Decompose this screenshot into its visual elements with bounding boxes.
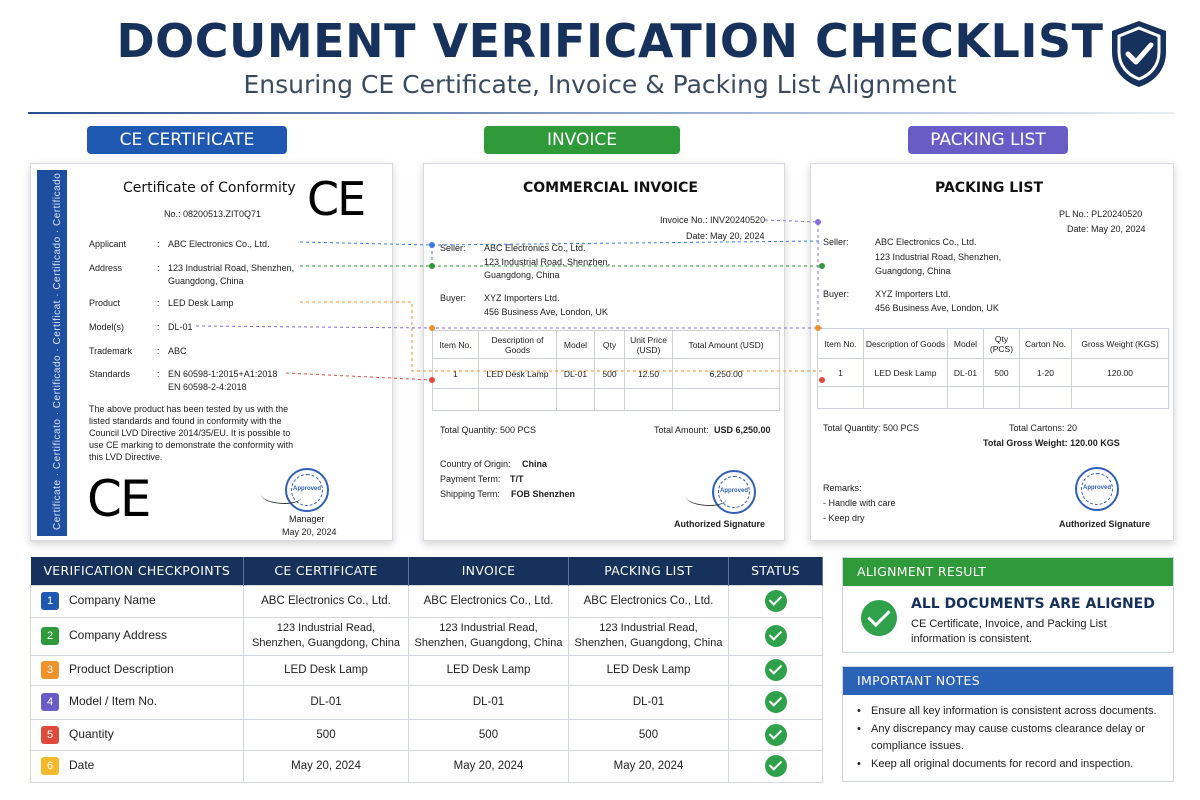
table-row bbox=[31, 685, 823, 719]
list-item: • Ensure all key information is consistent across documents. bbox=[857, 703, 1167, 720]
status-cell bbox=[729, 685, 823, 719]
table-header: STATUS bbox=[729, 557, 823, 585]
table-header: CE CERTIFICATE bbox=[244, 557, 409, 585]
table-header: Total Amount (USD) bbox=[673, 331, 780, 359]
step-number: 3 bbox=[41, 661, 59, 679]
payment-value: T/T bbox=[510, 474, 524, 484]
table-cell: DL-01 bbox=[557, 359, 595, 389]
standard-2: EN 60598-2-4:2018 bbox=[168, 382, 247, 392]
table-cell: DL-01 bbox=[948, 359, 984, 387]
payment-label: Payment Term: bbox=[440, 474, 501, 484]
invoice-number: Invoice No.: INV20240520 bbox=[660, 215, 766, 225]
packing-value: LED Desk Lamp bbox=[569, 655, 729, 685]
approval-stamp: Approved bbox=[285, 468, 329, 512]
invoice-value: DL-01 bbox=[409, 685, 569, 719]
page-title: DOCUMENT VERIFICATION CHECKLIST bbox=[116, 14, 1104, 68]
seller-address-2: Guangdong, China bbox=[875, 266, 951, 276]
pl-total-cartons: Total Cartons: 20 bbox=[1009, 423, 1078, 433]
ce-value: May 20, 2024 bbox=[244, 750, 409, 782]
table-header: Item No. bbox=[433, 331, 479, 359]
list-item: • Keep all original documents for record and inspection. bbox=[857, 756, 1167, 773]
origin-label: Country of Origin: bbox=[440, 459, 511, 469]
checkpoint-cell bbox=[31, 585, 244, 617]
table-cell-empty bbox=[433, 389, 479, 411]
pl-total-weight: Total Gross Weight: 120.00 KGS bbox=[983, 438, 1120, 448]
table-header: Qty bbox=[595, 331, 625, 359]
approval-stamp: Approved bbox=[1075, 467, 1119, 511]
ce-mark-bottom: CE bbox=[87, 470, 150, 528]
tag-ce-certificate: CE CERTIFICATE bbox=[87, 126, 287, 154]
remarks-label: Remarks: bbox=[823, 483, 862, 493]
alignment-result-title: ALL DOCUMENTS ARE ALIGNED bbox=[911, 596, 1155, 612]
total-amount-label: Total Amount: bbox=[654, 425, 709, 435]
ce-certificate-document bbox=[30, 163, 393, 541]
address-line-1: 123 Industrial Road, Shenzhen, bbox=[168, 263, 295, 273]
colon: : bbox=[157, 239, 160, 249]
packing-goods-table bbox=[817, 328, 1169, 409]
tag-packing-list: PACKING LIST bbox=[908, 126, 1068, 154]
invoice-document bbox=[423, 163, 785, 541]
table-cell-empty bbox=[595, 389, 625, 411]
table-header: Gross Weight (KGS) bbox=[1072, 329, 1169, 359]
status-cell bbox=[729, 585, 823, 617]
signer-title: Manager bbox=[289, 514, 325, 524]
applicant-value: ABC Electronics Co., Ltd. bbox=[168, 239, 270, 249]
colon: : bbox=[157, 298, 160, 308]
check-circle-icon bbox=[861, 600, 897, 636]
table-row bbox=[31, 750, 823, 782]
ce-value: DL-01 bbox=[244, 685, 409, 719]
address-label: Address bbox=[89, 263, 123, 273]
table-cell: 12.50 bbox=[625, 359, 673, 389]
table-row bbox=[31, 585, 823, 617]
shield-check-icon bbox=[1108, 18, 1170, 90]
table-cell-empty bbox=[1072, 387, 1169, 409]
authorized-signature: Authorized Signature bbox=[1059, 519, 1151, 529]
packing-value: ABC Electronics Co., Ltd. bbox=[569, 585, 729, 617]
trademark-value: ABC bbox=[168, 346, 187, 356]
step-number: 2 bbox=[41, 627, 59, 645]
ce-value bbox=[244, 617, 409, 655]
table-header: Description of Goods bbox=[479, 331, 557, 359]
invoice-value: 500 bbox=[409, 719, 569, 750]
buyer-name: XYZ Importers Ltd. bbox=[875, 289, 951, 299]
table-row bbox=[31, 655, 823, 685]
alignment-result-panel bbox=[842, 557, 1174, 653]
checkpoint-cell bbox=[31, 719, 244, 750]
packing-list-document bbox=[810, 163, 1174, 541]
trademark-label: Trademark bbox=[89, 346, 133, 356]
verification-table bbox=[30, 557, 823, 783]
certificate-band-text: Certificate · Certificato · Certificado · Certificat · Certificado · Certificado bbox=[52, 172, 63, 530]
checkpoint-label: Quantity bbox=[69, 726, 114, 741]
remark-handle-with-care: - Handle with care bbox=[823, 498, 896, 508]
checkpoint-label: Company Address bbox=[69, 628, 168, 643]
product-value: LED Desk Lamp bbox=[168, 298, 234, 308]
checkpoint-label: Date bbox=[69, 758, 95, 773]
total-amount-value: USD 6,250.00 bbox=[714, 425, 771, 435]
certificate-side-band bbox=[37, 170, 67, 536]
table-cell-empty bbox=[479, 389, 557, 411]
table-cell: 1 bbox=[433, 359, 479, 389]
invoice-value bbox=[409, 617, 569, 655]
signature-stroke bbox=[686, 490, 726, 506]
authorized-signature: Authorized Signature bbox=[674, 519, 766, 529]
ce-doc-title: Certificate of Conformity bbox=[123, 180, 296, 196]
invoice-date: Date: May 20, 2024 bbox=[686, 231, 765, 241]
pl-number: PL No.: PL20240520 bbox=[1059, 209, 1143, 219]
standards-label: Standards bbox=[89, 369, 131, 379]
address-line: Shenzhen, Guangdong, China bbox=[414, 637, 563, 649]
checkpoint-cell bbox=[31, 655, 244, 685]
ce-value: 500 bbox=[244, 719, 409, 750]
signature-stroke bbox=[261, 488, 301, 504]
status-cell bbox=[729, 655, 823, 685]
check-icon bbox=[765, 755, 787, 777]
remark-keep-dry: - Keep dry bbox=[823, 513, 865, 523]
ce-value: ABC Electronics Co., Ltd. bbox=[244, 585, 409, 617]
certificate-date: May 20, 2024 bbox=[282, 527, 337, 537]
address-line: Shenzhen, Guangdong, China bbox=[574, 637, 723, 649]
step-number: 6 bbox=[41, 757, 59, 775]
model-label: Model(s) bbox=[89, 322, 125, 332]
ce-value: LED Desk Lamp bbox=[244, 655, 409, 685]
alignment-result-text: CE Certificate, Invoice, and Packing List information is consistent. bbox=[911, 618, 1107, 645]
checkpoint-label: Product Description bbox=[69, 662, 174, 677]
tag-invoice: INVOICE bbox=[484, 126, 680, 154]
checkpoint-cell bbox=[31, 750, 244, 782]
applicant-label: Applicant bbox=[89, 239, 127, 249]
page-subtitle: Ensuring CE Certificate, Invoice & Packing List Alignment bbox=[243, 70, 957, 99]
table-cell-empty bbox=[864, 387, 948, 409]
seller-label: Seller: bbox=[823, 237, 849, 247]
checkpoint-label: Company Name bbox=[69, 593, 156, 608]
packing-doc-title: PACKING LIST bbox=[935, 180, 1043, 196]
table-header: Model bbox=[557, 331, 595, 359]
step-number: 4 bbox=[41, 693, 59, 711]
step-number: 5 bbox=[41, 726, 59, 744]
seller-name: ABC Electronics Co., Ltd. bbox=[484, 243, 586, 253]
table-header: Item No. bbox=[818, 329, 864, 359]
check-icon bbox=[765, 659, 787, 681]
seller-label: Seller: bbox=[440, 243, 466, 253]
table-cell-empty bbox=[984, 387, 1020, 409]
colon: : bbox=[157, 369, 160, 379]
table-cell: 120.00 bbox=[1072, 359, 1169, 387]
standard-1: EN 60598-1:2015+A1:2018 bbox=[168, 369, 278, 379]
checkpoint-cell bbox=[31, 617, 244, 655]
step-number: 1 bbox=[41, 592, 59, 610]
address-line: 123 Industrial Read, bbox=[439, 622, 538, 634]
shipping-value: FOB Shenzhen bbox=[511, 489, 576, 499]
model-value: DL-01 bbox=[168, 322, 193, 332]
address-line: Shenzhen, Guangdong, China bbox=[251, 637, 400, 649]
table-cell: 1-20 bbox=[1020, 359, 1072, 387]
table-header: PACKING LIST bbox=[569, 557, 729, 585]
packing-value: 500 bbox=[569, 719, 729, 750]
status-cell bbox=[729, 719, 823, 750]
table-cell: LED Desk Lamp bbox=[479, 359, 557, 389]
table-row bbox=[31, 719, 823, 750]
approval-stamp: Approved bbox=[712, 470, 756, 514]
table-header: INVOICE bbox=[409, 557, 569, 585]
seller-address-1: 123 Industrial Road, Shenzhen, bbox=[484, 257, 611, 267]
colon: : bbox=[157, 322, 160, 332]
address-line: 123 Industrial Read, bbox=[276, 622, 376, 634]
check-icon bbox=[765, 724, 787, 746]
buyer-label: Buyer: bbox=[823, 289, 850, 299]
packing-value: DL-01 bbox=[569, 685, 729, 719]
packing-value bbox=[569, 617, 729, 655]
status-cell bbox=[729, 750, 823, 782]
important-notes-header: IMPORTANT NOTES bbox=[843, 667, 1173, 695]
table-cell-empty bbox=[818, 387, 864, 409]
packing-value: May 20, 2024 bbox=[569, 750, 729, 782]
pl-total-quantity: Total Quantity: 500 PCS bbox=[823, 423, 920, 433]
product-label: Product bbox=[89, 298, 121, 308]
buyer-address: 456 Business Ave, London, UK bbox=[875, 303, 999, 313]
check-icon bbox=[765, 590, 787, 612]
colon: : bbox=[157, 346, 160, 356]
status-cell bbox=[729, 617, 823, 655]
table-header: Qty (PCS) bbox=[984, 329, 1020, 359]
seller-name: ABC Electronics Co., Ltd. bbox=[875, 237, 977, 247]
header-divider bbox=[28, 112, 1174, 114]
check-icon bbox=[765, 691, 787, 713]
invoice-total-quantity: Total Quantity: 500 PCS bbox=[440, 425, 537, 435]
table-header: Unit Price (USD) bbox=[625, 331, 673, 359]
table-cell-empty bbox=[557, 389, 595, 411]
notes-list bbox=[857, 703, 1167, 774]
ce-cert-number: No.: 08200513.ZIT0Q71 bbox=[164, 209, 262, 219]
table-header: Carton No. bbox=[1020, 329, 1072, 359]
alignment-result-header: ALIGNMENT RESULT bbox=[843, 558, 1173, 586]
checkpoint-label: Model / Item No. bbox=[69, 694, 158, 709]
table-row bbox=[31, 617, 823, 655]
buyer-name: XYZ Importers Ltd. bbox=[484, 293, 560, 303]
checkpoint-cell bbox=[31, 685, 244, 719]
check-icon bbox=[765, 625, 787, 647]
invoice-goods-table bbox=[432, 330, 780, 411]
ce-mark-top: CE bbox=[307, 172, 365, 226]
table-cell-empty bbox=[625, 389, 673, 411]
address-line: 123 Industrial Read, bbox=[599, 622, 698, 634]
table-header: Description of Goods bbox=[864, 329, 948, 359]
list-item: • Any discrepancy may cause customs clearance delay or compliance issues. bbox=[857, 721, 1167, 755]
table-cell-empty bbox=[1020, 387, 1072, 409]
important-notes-panel bbox=[842, 666, 1174, 782]
table-cell-empty bbox=[673, 389, 780, 411]
invoice-value: LED Desk Lamp bbox=[409, 655, 569, 685]
seller-address-2: Guangdong, China bbox=[484, 270, 560, 280]
table-header: VERIFICATION CHECKPOINTS bbox=[31, 557, 244, 585]
colon: : bbox=[157, 263, 160, 273]
buyer-label: Buyer: bbox=[440, 293, 467, 303]
invoice-value: ABC Electronics Co., Ltd. bbox=[409, 585, 569, 617]
pl-date: Date: May 20, 2024 bbox=[1067, 224, 1146, 234]
conformity-statement: The above product has been tested by us with the listed standards and found in conformity with the Council LVD Directive 2014/35/EU. It is possible to use CE marking to demonstrate the conformity with this LVD Directive. bbox=[89, 404, 294, 462]
table-cell: 500 bbox=[984, 359, 1020, 387]
invoice-doc-title: COMMERCIAL INVOICE bbox=[523, 180, 698, 196]
table-cell-empty bbox=[948, 387, 984, 409]
table-cell: 6,250.00 bbox=[673, 359, 780, 389]
invoice-value: May 20, 2024 bbox=[409, 750, 569, 782]
table-header: Model bbox=[948, 329, 984, 359]
table-cell: 1 bbox=[818, 359, 864, 387]
table-cell: LED Desk Lamp bbox=[864, 359, 948, 387]
table-cell: 500 bbox=[595, 359, 625, 389]
shipping-label: Shipping Term: bbox=[440, 489, 500, 499]
seller-address-1: 123 Industrial Road, Shenzhen, bbox=[875, 252, 1002, 262]
origin-value: China bbox=[522, 459, 548, 469]
buyer-address: 456 Business Ave, London, UK bbox=[484, 307, 608, 317]
address-line-2: Guangdong, China bbox=[168, 276, 244, 286]
